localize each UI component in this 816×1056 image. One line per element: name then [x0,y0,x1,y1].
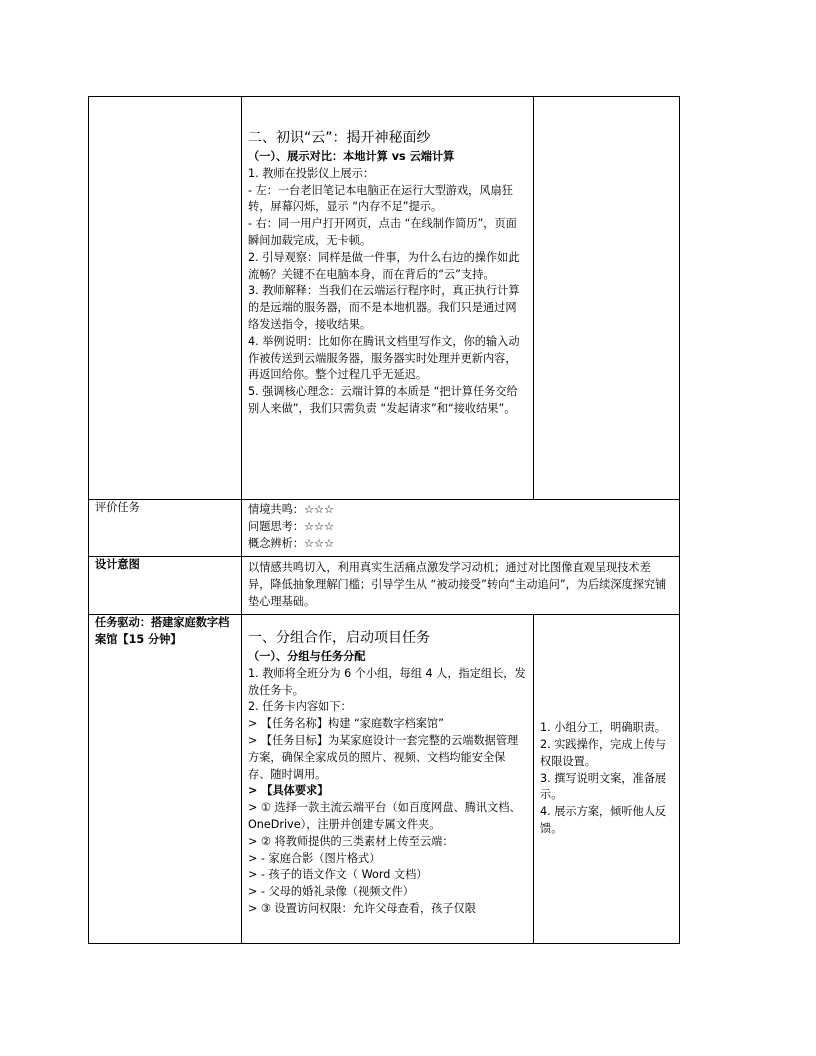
paragraph: 2. 引导观察：同样是做一件事，为什么右边的操作如此流畅？关键不在电脑本身，而在背后的“云”支持。 [248,250,520,281]
paragraph: > 【具体要求】 [248,784,329,798]
student-activity-item: 1. 小组分工，明确职责。 [540,721,667,735]
paragraph: > ② 将教师提供的三类素材上传至云端： [248,834,454,848]
empty-label-cell [89,97,242,500]
paragraph: > - 家庭合影（图片格式） [248,851,381,865]
paragraph: 5. 强调核心理念：云端计算的本质是 “把计算任务交给别人来做”，我们只需负责 “发起请求”和“接收结果”。 [248,385,518,415]
student-activity-cell [534,97,680,500]
table-row [89,615,680,944]
teacher-activity-cell [242,615,534,944]
paragraph: > ③ 设置访问权限：允许父母查看，孩子仅限 [248,901,476,915]
paragraph: 1. 教师在投影仪上展示： [248,166,375,180]
section-subheading: （一）、分组与任务分配 [248,650,366,663]
section-heading: 一、分组合作，启动项目任务 [248,630,430,646]
paragraph: > 【任务目标】为某家庭设计一套完整的云端数据管理方案，确保全家成员的照片、视频、文档均能安全保存、随时调用。 [248,733,519,781]
design-text: 以情感共鸣切入，利用真实生活痛点激发学习动机；通过对比图像直观呈现技术差异，降低抽象理解门槛；引导学生从 “被动接受”转向“主动追问”，为后续深度探究铺垫心理基础。 [248,561,667,608]
table-row [89,97,680,500]
evaluation-cell [242,500,680,557]
section-heading: 二、初识“云”：揭开神秘面纱 [248,130,431,146]
evaluation-label: 评价任务 [89,500,242,557]
task-label: 任务驱动：搭建家庭数字档案馆【15 分钟】 [89,615,242,944]
evaluation-item: 情境共鸣：☆☆☆ [248,503,335,516]
design-cell [242,557,680,615]
paragraph: 1. 教师将全班分为 6 个小组，每组 4 人，指定组长，发放任务卡。 [248,666,526,697]
design-label: 设计意图 [89,557,242,615]
paragraph: 3. 教师解释：当我们在云端运行程序时，真正执行计算的是远端的服务器，而不是本地机器。我们只是通过网络发送指令，接收结果。 [248,284,520,331]
lesson-plan-table [88,96,680,944]
paragraph: > - 父母的婚礼录像（视频文件） [248,885,414,899]
teacher-activity-cell [242,97,534,500]
paragraph: 2. 任务卡内容如下： [248,700,352,714]
paragraph: - 左：一台老旧笔记本电脑正在运行大型游戏，风扇狂转，屏幕闪烁，显示 “内存不足”提示。 [248,183,513,214]
student-activity-cell [534,615,680,944]
paragraph: > 【任务名称】构建 “家庭数字档案馆” [248,717,444,731]
student-activity-item: 3. 撰写说明文案，准备展示。 [540,771,667,802]
evaluation-item: 概念辨析：☆☆☆ [248,536,335,550]
evaluation-item: 问题思考：☆☆☆ [248,519,335,533]
paragraph: - 右：同一用户打开网页，点击 “在线制作简历”，页面瞬间加载完成，无卡顿。 [248,217,517,247]
student-activity-item: 2. 实践操作，完成上传与权限设置。 [540,738,667,768]
paragraph: > ① 选择一款主流云端平台（如百度网盘、腾讯文档、OneDrive），注册并创建专属文件夹。 [248,801,521,831]
table-row [89,500,680,557]
table-row [89,557,680,615]
paragraph: 4. 举例说明：比如你在腾讯文档里写作文，你的输入动作被传送到云端服务器，服务器实时处理并更新内容，再返回给你。整个过程几乎无延迟。 [248,334,520,382]
paragraph: > - 孩子的语文作文（ Word 文档） [248,868,428,882]
section-subheading: （一）、展示对比：本地计算 vs 云端计算 [248,150,455,163]
student-activity-item: 4. 展示方案，倾听他人反馈。 [540,805,667,835]
